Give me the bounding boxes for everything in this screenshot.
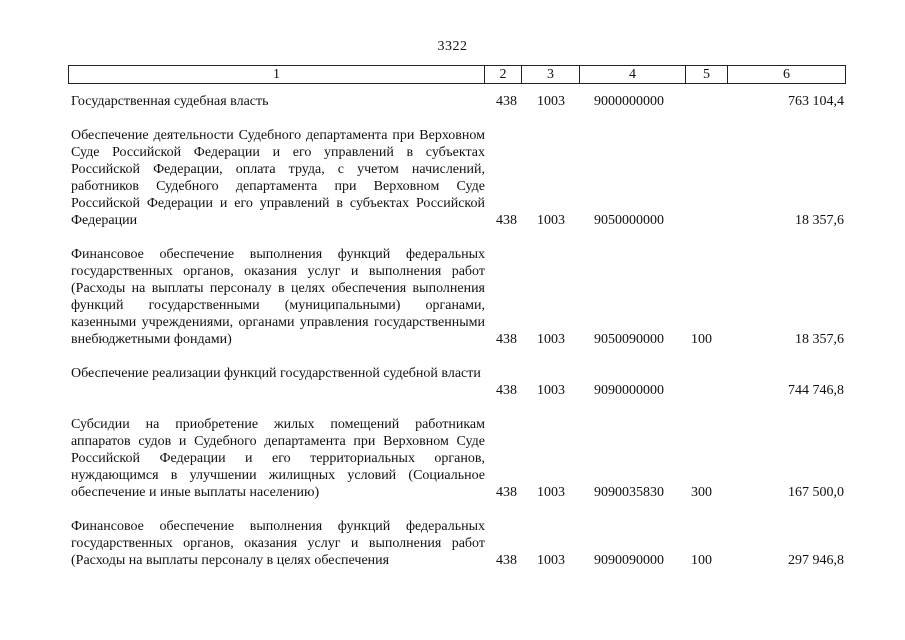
row-csr: 9000000000 [594,94,664,109]
row-csr: 9050090000 [594,332,664,347]
page-number: 3322 [437,39,468,54]
row-vr: 300 [691,485,712,500]
row-section: 1003 [537,553,565,568]
row-sum: 744 746,8 [788,383,844,398]
row-name: Обеспечение реализации функций государственной судебной власти [71,366,481,381]
row-adm: 438 [496,485,517,500]
row-adm: 438 [496,94,517,109]
row-sum: 297 946,8 [788,553,844,568]
header-col-2: 2 [484,66,521,83]
row-adm: 438 [496,332,517,347]
header-col-1: 1 [273,67,280,82]
row-adm: 438 [496,383,517,398]
row-csr: 9090000000 [594,383,664,398]
row-csr: 9090090000 [594,553,664,568]
row-sum: 167 500,0 [788,485,844,500]
row-csr: 9050000000 [594,213,664,228]
row-csr: 9090035830 [594,485,664,500]
row-adm: 438 [496,213,517,228]
row-name: Финансовое обеспечение выполнения функций федеральных государственных органов, оказания услуг и выполнения работ (Расходы на выплаты персоналу в целях обеспечения выполнения функций государственными (муниципальными) органами, казенными учреждениями, органами управления государственными внебюджетными фондами) [71,247,485,347]
row-section: 1003 [537,213,565,228]
row-sum: 763 104,4 [788,94,844,109]
header-col-6: 6 [727,66,845,83]
header-col-3: 3 [521,66,579,83]
row-section: 1003 [537,94,565,109]
header-col-4: 4 [579,66,685,83]
row-sum: 18 357,6 [795,332,844,347]
row-vr: 100 [691,332,712,347]
row-name: Обеспечение деятельности Судебного департамента при Верховном Суде Российской Федерации и его управлений в субъектах Российской Федерации, оплата труда, с учетом начислений, работников Судебного департамента при Верховном Суде Российской Федерации и его управлений в субъектах Российской Федерации [71,128,485,228]
row-vr: 100 [691,553,712,568]
row-section: 1003 [537,383,565,398]
row-sum: 18 357,6 [795,213,844,228]
row-adm: 438 [496,553,517,568]
header-col-5: 5 [685,66,727,83]
row-section: 1003 [537,332,565,347]
table-header [68,65,846,84]
row-name: Государственная судебная власть [71,94,269,109]
row-section: 1003 [537,485,565,500]
row-name: Финансовое обеспечение выполнения функций федеральных государственных органов, оказания услуг и выполнения работ (Расходы на выплаты персоналу в целях обеспечения [71,519,485,568]
row-name: Субсидии на приобретение жилых помещений работникам аппаратов судов и Судебного департамента при Верховном Суде Российской Федерации и его территориальных органов, нуждающимся в улучшении жилищных условий (Социальное обеспечение и иные выплаты населению) [71,417,485,500]
